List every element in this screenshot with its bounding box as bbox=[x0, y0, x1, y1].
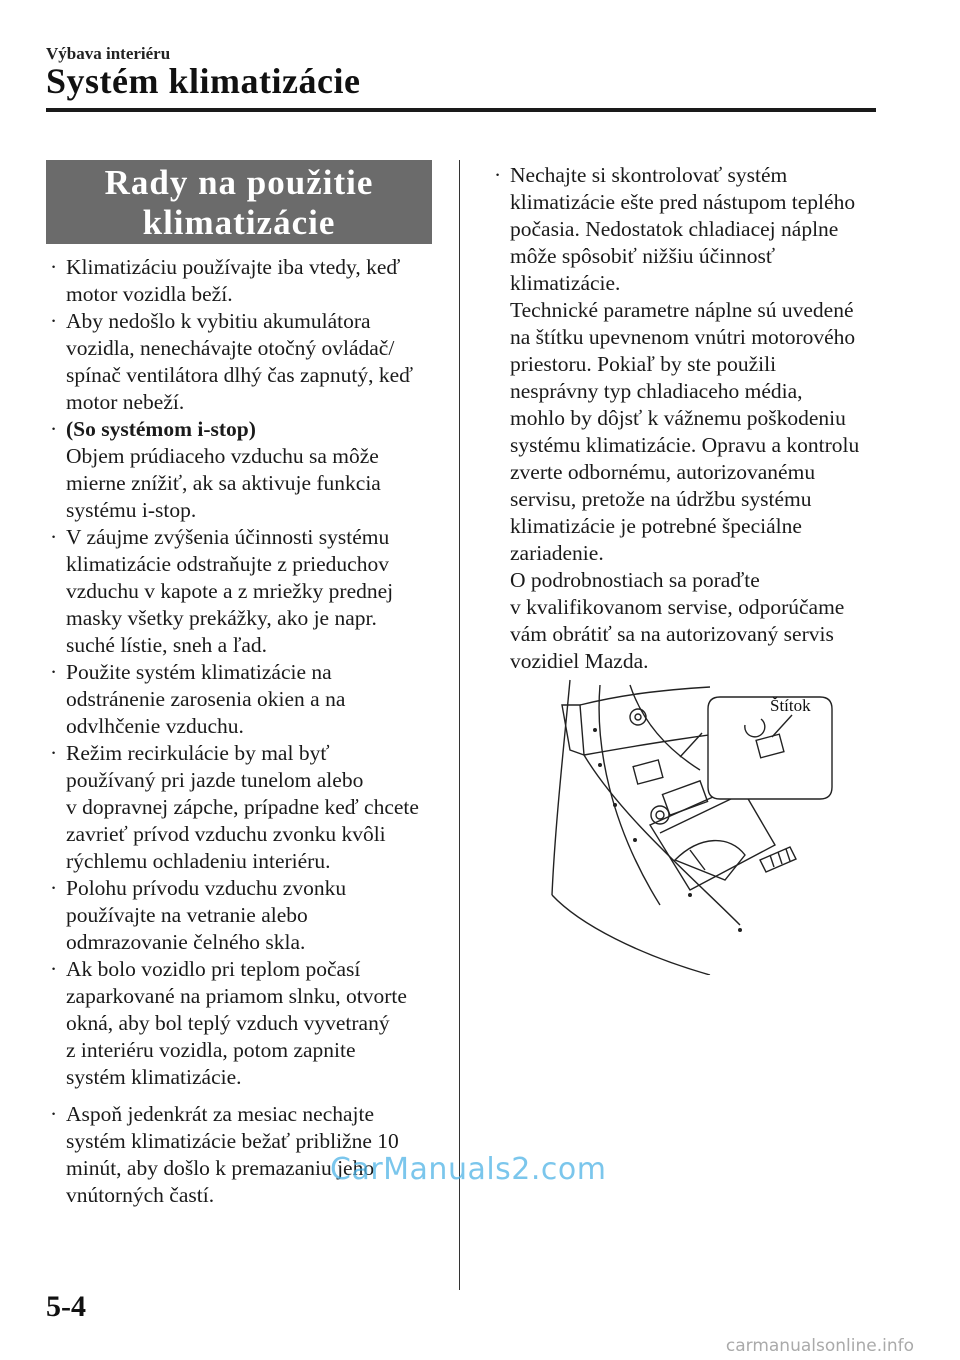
left-column bbox=[46, 254, 446, 1209]
bullet-dot-icon: · bbox=[50, 876, 58, 900]
bullet-3: · (So systémom i-stop) Objem prúdiaceho vzduchu sa môže mierne znížiť, ak sa aktivuje funkcia systému i-stop. bbox=[50, 417, 381, 522]
bullet-4: · V záujme zvýšenia účinnosti systému klimatizácie odstraňujte z prieduchov vzduchu v kapote a z mriežky prednej masky všetky prekážky, ako je napr. suché lístie, sneh a ľad. bbox=[50, 525, 394, 657]
engine-bay-label-illustration bbox=[540, 675, 840, 975]
header-rule bbox=[46, 108, 876, 112]
watermark-corner: carmanualsonline.info bbox=[725, 1336, 914, 1356]
column-divider bbox=[459, 160, 460, 1290]
bullet-dot-icon: · bbox=[494, 163, 502, 187]
bullet-9: · Aspoň jedenkrát za mesiac nechajte systém klimatizácie bežať približne 10 minút, aby došlo k premazaniu jeho vnútorných častí. bbox=[50, 1102, 399, 1207]
callout-label: Štítok bbox=[770, 696, 811, 715]
bullet-dot-icon: · bbox=[50, 741, 58, 765]
right-column bbox=[490, 162, 890, 675]
page-number: 5-4 bbox=[46, 1290, 86, 1323]
bullet-dot-icon: · bbox=[50, 255, 58, 279]
bullet-5: · Použite systém klimatizácie na odstránenie zarosenia okien a na odvlhčenie vzduchu. bbox=[50, 660, 346, 738]
bullet-dot-icon: · bbox=[50, 1102, 58, 1126]
section-heading-line2: klimatizácie bbox=[142, 203, 336, 242]
bullet-dot-icon: · bbox=[50, 957, 58, 981]
bullet-6: · Režim recirkulácie by mal byť používaný pri jazde tunelom alebo v dopravnej zápche, prípadne keď chcete zavrieť prívod vzduchu zvonku kvôli rýchlemu ochladeniu interiéru. bbox=[50, 741, 419, 873]
watermark-center: CarManuals2.com bbox=[330, 1152, 607, 1187]
bullet-ac-check: · Nechajte si skontrolovať systém klimatizácie ešte pred nástupom teplého počasia. Nedostatok chladiacej náplne môže spôsobiť nižšiu účinnosť klimatizácie. Technické parametre náplne sú uvedené na štítku upevnenom vnútri motorového priestoru. Pokiaľ by ste použili nesprávny typ chladiaceho média, mohlo by dôjsť k vážnemu poškodeniu systému klimatizácie. Opravu a kontrolu zverte odbornému, autorizovanému servisu, pretože na údržbu systému klimatizácie je potrebné špeciálne zariadenie. O podrobnostiach sa poraďte v kvalifikovanom servise, odporúčame vám obrátiť sa na autorizovaný servis vozidiel Mazda. bbox=[494, 163, 860, 673]
bullet-dot-icon: · bbox=[50, 417, 58, 441]
section-heading-box bbox=[46, 160, 432, 244]
bullet-dot-icon: · bbox=[50, 660, 58, 684]
bullet-2: · Aby nedošlo k vybitiu akumulátora vozidla, nenechávajte otočný ovládač/ spínač ventilátora dlhý čas zapnutý, keď motor nebeží. bbox=[50, 309, 414, 414]
bullet-dot-icon: · bbox=[50, 309, 58, 333]
chapter-title: Systém klimatizácie bbox=[46, 61, 361, 101]
bullet-1: · Klimatizáciu používajte iba vtedy, keď motor vozidla beží. bbox=[50, 255, 401, 306]
chapter-subtitle: Výbava interiéru bbox=[46, 44, 171, 63]
bullet-8: · Ak bolo vozidlo pri teplom počasí zaparkované na priamom slnku, otvorte okná, aby bol teplý vzduch vyvetraný z interiéru vozidla, potom zapnite systém klimatizácie. bbox=[50, 957, 407, 1089]
section-heading-line1: Rady na použitie bbox=[104, 163, 374, 202]
bullet-dot-icon: · bbox=[50, 525, 58, 549]
bullet-7: · Polohu prívodu vzduchu zvonku používajte na vetranie alebo odmrazovanie čelného skla. bbox=[50, 876, 347, 954]
